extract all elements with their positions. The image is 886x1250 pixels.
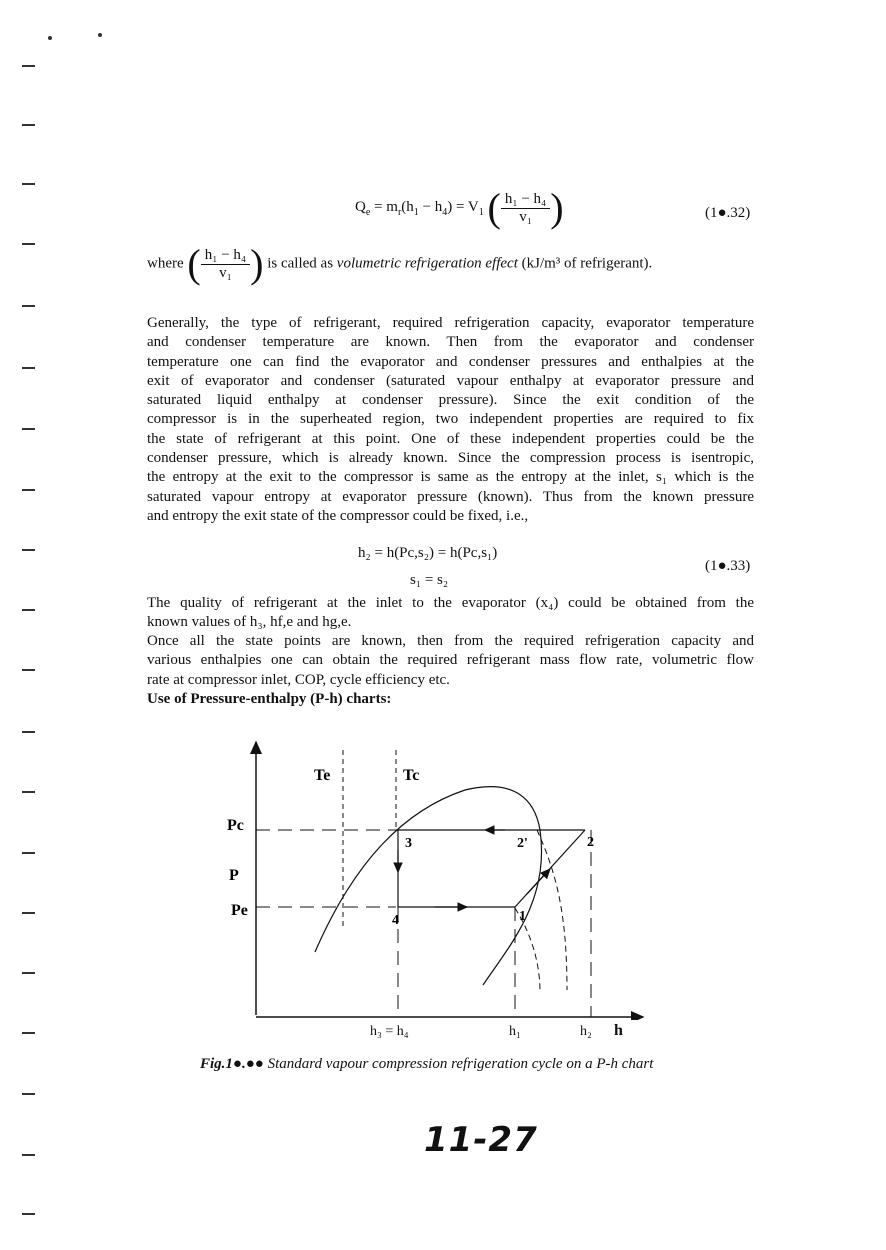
equation-2-line1: h₂ = h(Pc,s₂) = h(Pc,s₁)	[358, 545, 498, 561]
saturation-dome	[315, 787, 542, 985]
speck	[98, 33, 102, 37]
tick-h3-h4: h₃ = h₄	[370, 1024, 409, 1039]
figure-caption: Fig.1●.●● Standard vapour compression refrigeration cycle on a P-h chart	[200, 1056, 654, 1072]
label-point-2p: 2'	[517, 836, 528, 851]
tick-h: h	[614, 1022, 623, 1039]
ph-chart	[215, 730, 655, 1020]
equation-1: $Q_e = m_r(h_1 - h_4) = V_1$ ( $\frac{\text{h₁ − h₄}}{\text{v₁}}$ )	[355, 185, 564, 230]
label-p: P	[229, 867, 239, 884]
label-point-1: 1	[519, 909, 526, 924]
label-pc: Pc	[227, 817, 244, 834]
tick-h1: h₁	[509, 1024, 521, 1039]
tick-h2: h₂	[580, 1024, 592, 1039]
equation-1-number: (1●.32)	[705, 205, 751, 221]
equation-2-number: (1●.33)	[705, 558, 751, 574]
label-pe: Pe	[231, 902, 248, 919]
label-point-2: 2	[587, 835, 594, 850]
label-tc: Tc	[403, 767, 420, 784]
paragraph-3: Once all the state points are known, then from the required refrigeration capacity and various enthalpies one can obtain the required refrigerant mass flow rate, volumetric flow rate at compressor inlet, COP, cycle efficiency etc.	[147, 633, 754, 688]
label-te: Te	[314, 767, 331, 784]
compression-arrow	[527, 869, 550, 894]
section-heading: Use of Pressure-enthalpy (P-h) charts:	[147, 691, 392, 707]
paragraph-2: The quality of refrigerant at the inlet to the evaporator (x₄) could be obtained from the known values of h₃, hf,e and hg,e.	[147, 595, 754, 631]
label-point-4: 4	[392, 913, 399, 928]
page-number: 11-27	[424, 1120, 538, 1160]
paragraph-1: Generally, the type of refrigerant, required refrigeration capacity, evaporator temperature and condenser temperature are known. Then from the evaporator and condenser temperature one can find the evaporator and condenser pressures and enthalpies at the exit of evaporator and condenser (saturated vapour enthalpy at evaporator pressure and saturated liquid enthalpy at condenser pressure). Since the exit condition of the compressor is in the superheated region, two independent properties are required to fix the state of refrigerant at this point. One of these independent properties could be the condenser pressure, which is already known. Since the compression process is isentropic, the entropy at the exit to the compressor is same as the entropy at the inlet, s₁ which is the saturated vapour entropy at evaporator pressure (known). Thus from the known pressure and entropy the exit state of the compressor could be fixed, i.e.,	[147, 315, 754, 524]
equation-2-line2: s₁ = s₂	[410, 572, 449, 588]
label-point-3: 3	[405, 836, 412, 851]
where-clause: where ( $\frac{\text{h₁ − h₄}}{\text{v₁}}$ ) is called as volumetric refrigeration effect (kJ/m³ of refrigerant).	[147, 241, 653, 286]
speck	[48, 36, 52, 40]
